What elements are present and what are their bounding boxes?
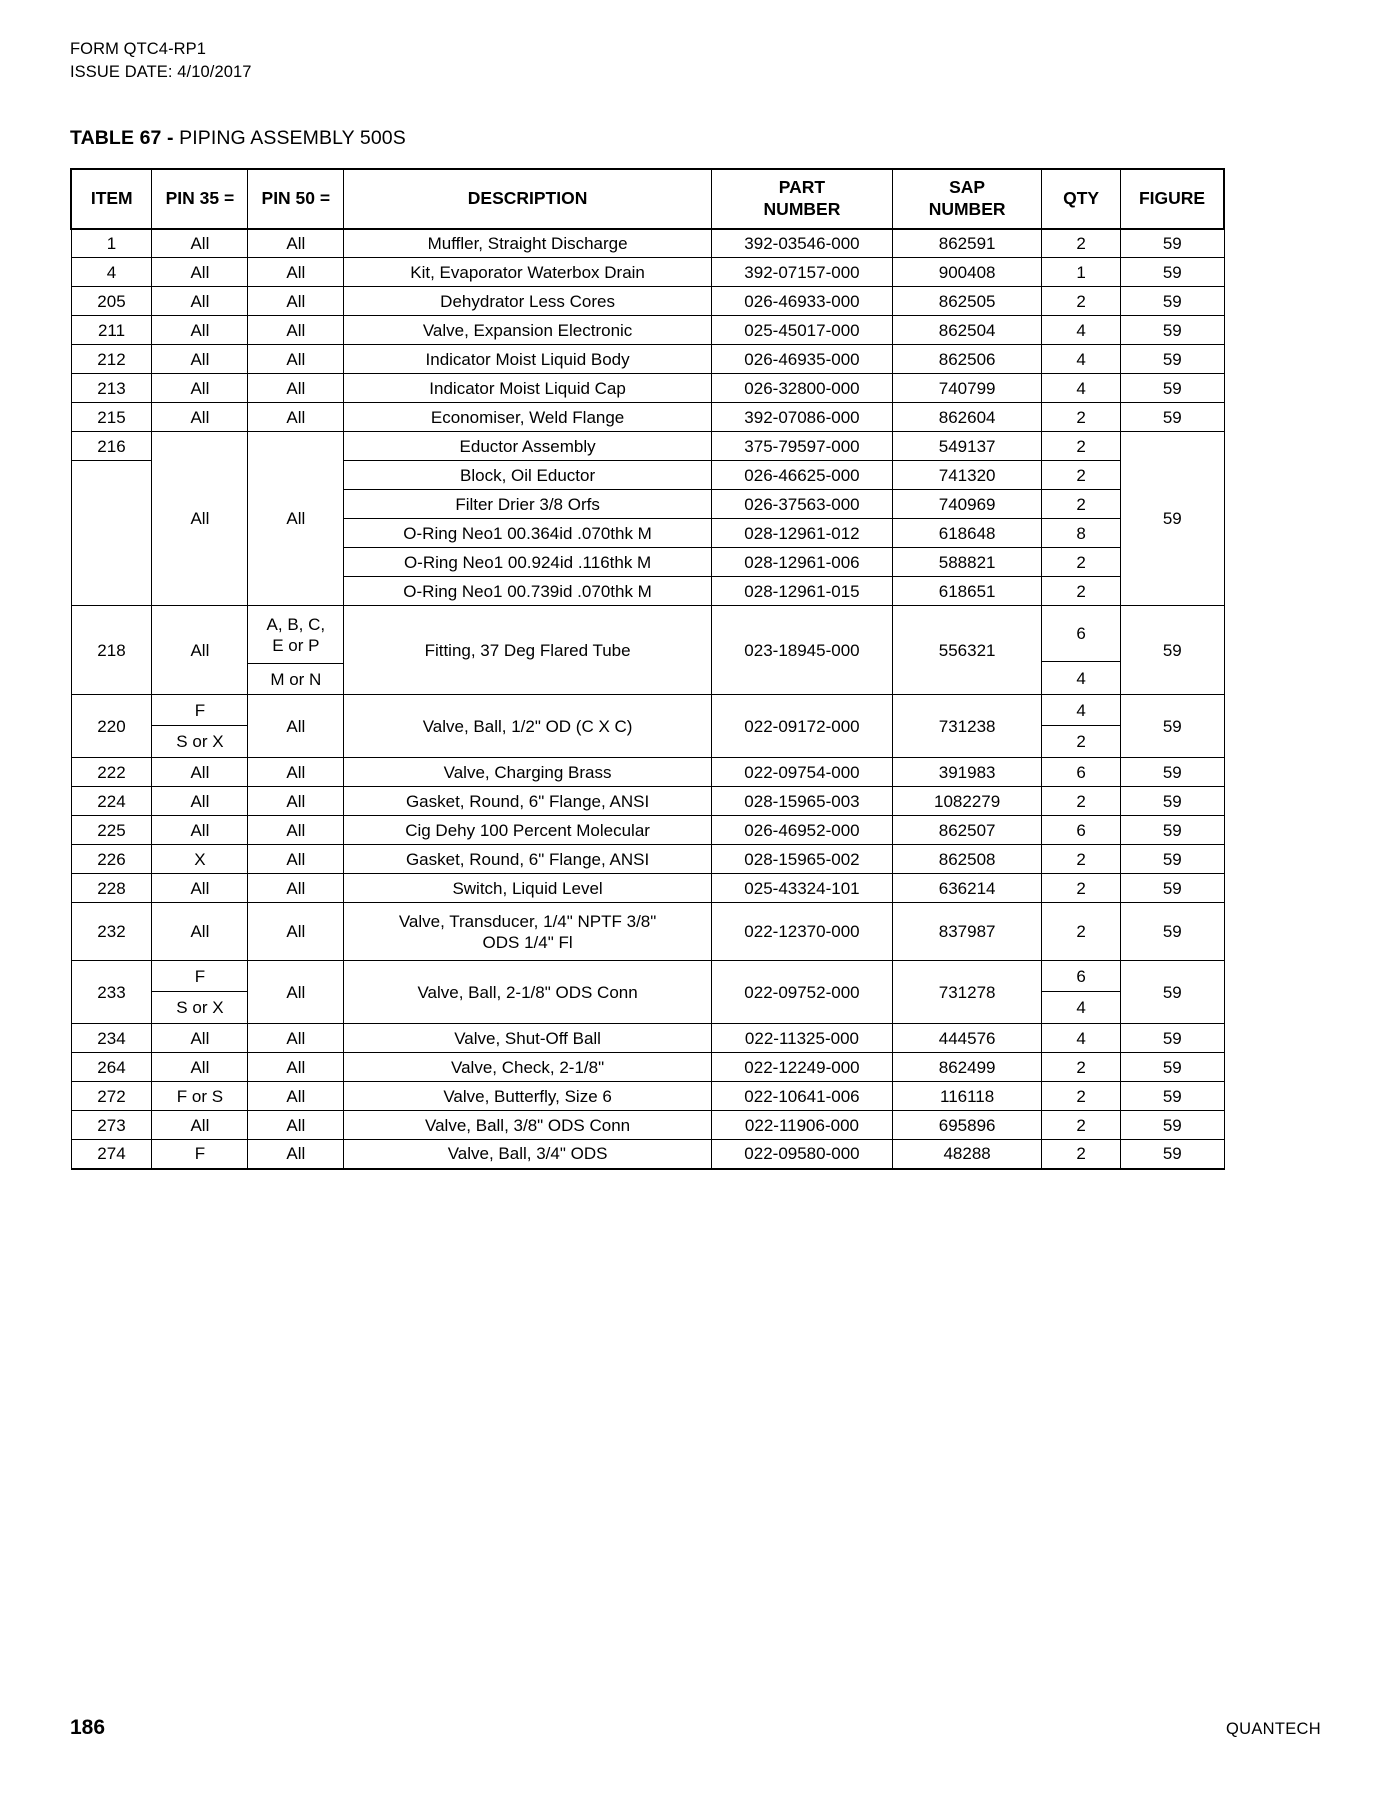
table-row [71, 1111, 1224, 1140]
cell-sap-number: 48288 [893, 1140, 1042, 1169]
cell-description: Fitting, 37 Deg Flared Tube [344, 606, 712, 695]
cell-description: Eductor Assembly [344, 432, 712, 461]
cell-qty: 2 [1042, 787, 1121, 816]
cell-figure: 59 [1121, 1111, 1224, 1140]
column-header-part-number-line1: PART [778, 176, 826, 197]
cell-description: Valve, Ball, 2-1/8" ODS Conn [344, 961, 712, 1024]
table-row [71, 1140, 1224, 1169]
cell-item: 213 [71, 374, 152, 403]
column-header-pin50: PIN 50 = [248, 169, 344, 229]
cell-pin50: All [248, 1053, 344, 1082]
cell-sap-number: 741320 [893, 461, 1042, 490]
cell-part-number: 025-43324-101 [711, 874, 892, 903]
cell-qty: 4 [1042, 316, 1121, 345]
cell-figure: 59 [1121, 258, 1224, 287]
cell-sap-number: 740799 [893, 374, 1042, 403]
cell-pin35: All [152, 816, 248, 845]
cell-item: 222 [71, 758, 152, 787]
cell-qty-option-a: 6 [1042, 961, 1120, 992]
cell-description: O-Ring Neo1 00.924id .116thk M [344, 548, 712, 577]
cell-pin35: All [152, 374, 248, 403]
cell-figure: 59 [1121, 845, 1224, 874]
cell-item: 272 [71, 1082, 152, 1111]
cell-qty: 2 [1042, 903, 1121, 961]
table-row [71, 961, 1224, 1024]
cell-figure: 59 [1121, 287, 1224, 316]
cell-item: 216 [71, 432, 152, 461]
cell-description: Valve, Check, 2-1/8" [344, 1053, 712, 1082]
cell-qty: 2 [1042, 577, 1121, 606]
cell-part-number: 023-18945-000 [711, 606, 892, 695]
form-number: FORM QTC4-RP1 [70, 40, 207, 58]
cell-sap-number: 862591 [893, 229, 1042, 258]
table-row [71, 316, 1224, 345]
cell-item: 220 [71, 695, 152, 758]
table-row [71, 787, 1224, 816]
cell-description: O-Ring Neo1 00.364id .070thk M [344, 519, 712, 548]
cell-qty: 4 [1042, 374, 1121, 403]
table-row [71, 432, 1224, 461]
cell-item: 232 [71, 903, 152, 961]
cell-qty-option-b: 4 [1076, 998, 1086, 1018]
cell-pin35-option-a: F [152, 695, 247, 726]
cell-sap-number: 731238 [893, 695, 1042, 758]
cell-description: Valve, Ball, 3/4" ODS [344, 1140, 712, 1169]
cell-pin35-split [152, 961, 248, 1024]
cell-pin50: All [248, 787, 344, 816]
cell-pin50: All [248, 287, 344, 316]
table-row [71, 258, 1224, 287]
cell-part-number: 026-32800-000 [711, 374, 892, 403]
cell-pin35: F [152, 1140, 248, 1169]
cell-pin50: All [248, 432, 344, 606]
column-header-sap-number [893, 169, 1042, 229]
issue-date: ISSUE DATE: 4/10/2017 [70, 63, 252, 82]
cell-description: Cig Dehy 100 Percent Molecular [344, 816, 712, 845]
cell-pin50: All [248, 961, 344, 1024]
cell-pin35: X [152, 845, 248, 874]
cell-pin50: All [248, 1111, 344, 1140]
cell-pin35-option-a: F [152, 961, 247, 992]
table-header-row [71, 169, 1224, 229]
cell-item: 4 [71, 258, 152, 287]
cell-figure: 59 [1121, 345, 1224, 374]
cell-qty: 2 [1042, 1053, 1121, 1082]
cell-description: Valve, Charging Brass [344, 758, 712, 787]
cell-part-number: 392-07157-000 [711, 258, 892, 287]
cell-figure: 59 [1121, 961, 1224, 1024]
cell-sap-number: 862507 [893, 816, 1042, 845]
cell-pin35: All [152, 1111, 248, 1140]
cell-figure: 59 [1121, 316, 1224, 345]
table-row [71, 287, 1224, 316]
cell-item: 215 [71, 403, 152, 432]
cell-description: Valve, Butterfly, Size 6 [344, 1082, 712, 1111]
cell-figure: 59 [1121, 695, 1224, 758]
cell-figure: 59 [1121, 403, 1224, 432]
cell-pin50: All [248, 258, 344, 287]
cell-sap-number: 636214 [893, 874, 1042, 903]
cell-description: Indicator Moist Liquid Cap [344, 374, 712, 403]
cell-sap-number: 444576 [893, 1024, 1042, 1053]
cell-item: 218 [71, 606, 152, 695]
cell-qty-split [1042, 961, 1121, 1024]
cell-part-number: 392-03546-000 [711, 229, 892, 258]
cell-part-number: 026-46952-000 [711, 816, 892, 845]
cell-part-number: 392-07086-000 [711, 403, 892, 432]
cell-qty-option-b: 4 [1076, 668, 1086, 688]
cell-figure: 59 [1121, 874, 1224, 903]
cell-figure: 59 [1121, 816, 1224, 845]
cell-description: Switch, Liquid Level [344, 874, 712, 903]
cell-part-number: 375-79597-000 [711, 432, 892, 461]
table-row [71, 606, 1224, 695]
cell-pin50: All [248, 316, 344, 345]
cell-pin35: All [152, 903, 248, 961]
cell-part-number: 022-10641-006 [711, 1082, 892, 1111]
table-row [71, 1082, 1224, 1111]
cell-part-number: 022-09752-000 [711, 961, 892, 1024]
cell-item: 212 [71, 345, 152, 374]
cell-pin50: All [248, 1140, 344, 1169]
cell-figure: 59 [1121, 1082, 1224, 1111]
column-header-figure: FIGURE [1121, 169, 1224, 229]
cell-pin50: All [248, 374, 344, 403]
table-row [71, 345, 1224, 374]
cell-pin50-option-a [248, 606, 343, 664]
table-row [71, 374, 1224, 403]
cell-part-number: 026-46625-000 [711, 461, 892, 490]
table-title [70, 127, 1321, 150]
cell-description: Economiser, Weld Flange [344, 403, 712, 432]
cell-sap-number: 391983 [893, 758, 1042, 787]
cell-pin50: All [248, 403, 344, 432]
cell-qty: 2 [1042, 874, 1121, 903]
cell-qty: 2 [1042, 1111, 1121, 1140]
cell-description: Gasket, Round, 6" Flange, ANSI [344, 787, 712, 816]
cell-item: 224 [71, 787, 152, 816]
cell-description: Indicator Moist Liquid Body [344, 345, 712, 374]
table-row [71, 758, 1224, 787]
cell-qty-split [1042, 695, 1121, 758]
cell-qty: 2 [1042, 287, 1121, 316]
cell-sap-number: 862499 [893, 1053, 1042, 1082]
cell-description: Muffler, Straight Discharge [344, 229, 712, 258]
cell-pin50-option-b: M or N [270, 669, 322, 689]
cell-figure: 59 [1121, 903, 1224, 961]
cell-sap-number: 618651 [893, 577, 1042, 606]
cell-pin50: All [248, 1082, 344, 1111]
cell-qty: 2 [1042, 229, 1121, 258]
cell-item: 233 [71, 961, 152, 1024]
cell-item: 226 [71, 845, 152, 874]
cell-pin50: All [248, 874, 344, 903]
cell-part-number: 026-46933-000 [711, 287, 892, 316]
column-header-part-number [711, 169, 892, 229]
table-title-name: PIPING ASSEMBLY 500S [179, 126, 406, 149]
cell-item: 205 [71, 287, 152, 316]
cell-part-number: 022-09580-000 [711, 1140, 892, 1169]
cell-sap-number: 862506 [893, 345, 1042, 374]
cell-qty: 2 [1042, 548, 1121, 577]
cell-pin35: All [152, 606, 248, 695]
cell-item: 234 [71, 1024, 152, 1053]
cell-pin35: All [152, 874, 248, 903]
cell-pin35: All [152, 432, 248, 606]
cell-sap-number: 862505 [893, 287, 1042, 316]
cell-pin35-option-b: S or X [176, 732, 224, 752]
cell-qty: 2 [1042, 461, 1121, 490]
table-row [71, 403, 1224, 432]
cell-description: Gasket, Round, 6" Flange, ANSI [344, 845, 712, 874]
cell-item: 1 [71, 229, 152, 258]
cell-description-line1: Valve, Transducer, 1/4" NPTF 3/8" [398, 911, 657, 931]
cell-qty-split [1042, 606, 1121, 695]
column-header-part-number-line2: NUMBER [763, 198, 841, 219]
cell-qty: 4 [1042, 1024, 1121, 1053]
cell-pin50: All [248, 695, 344, 758]
brand-name: QUANTECH [1226, 1720, 1321, 1738]
cell-figure: 59 [1121, 758, 1224, 787]
table-title-label: TABLE 67 - [70, 126, 180, 149]
cell-pin50: All [248, 758, 344, 787]
cell-sap-number: 695896 [893, 1111, 1042, 1140]
cell-sap-number: 618648 [893, 519, 1042, 548]
cell-description-line2: ODS 1/4" Fl [482, 932, 573, 952]
cell-pin35: All [152, 1024, 248, 1053]
cell-part-number: 022-11906-000 [711, 1111, 892, 1140]
cell-figure: 59 [1121, 606, 1224, 695]
cell-qty: 2 [1042, 845, 1121, 874]
cell-pin50: All [248, 345, 344, 374]
cell-part-number: 028-12961-006 [711, 548, 892, 577]
cell-part-number: 022-09172-000 [711, 695, 892, 758]
cell-description: Valve, Shut-Off Ball [344, 1024, 712, 1053]
cell-pin35: All [152, 758, 248, 787]
cell-description [344, 903, 712, 961]
cell-description: Valve, Ball, 3/8" ODS Conn [344, 1111, 712, 1140]
cell-pin35: All [152, 287, 248, 316]
table-row [71, 1053, 1224, 1082]
cell-pin35-option-b: S or X [176, 998, 224, 1018]
cell-sap-number: 731278 [893, 961, 1042, 1024]
column-header-pin35: PIN 35 = [152, 169, 248, 229]
cell-figure: 59 [1121, 1024, 1224, 1053]
cell-item: 264 [71, 1053, 152, 1082]
cell-pin35: All [152, 787, 248, 816]
cell-pin50: All [248, 816, 344, 845]
cell-qty: 2 [1042, 432, 1121, 461]
cell-pin35: All [152, 1053, 248, 1082]
cell-part-number: 026-46935-000 [711, 345, 892, 374]
page-footer [70, 1716, 1321, 1740]
cell-sap-number: 862604 [893, 403, 1042, 432]
cell-part-number: 028-12961-012 [711, 519, 892, 548]
cell-part-number: 022-11325-000 [711, 1024, 892, 1053]
parts-table [70, 168, 1225, 1170]
cell-pin50-split [248, 606, 344, 695]
cell-qty: 2 [1042, 490, 1121, 519]
cell-pin50: All [248, 1024, 344, 1053]
cell-qty: 6 [1042, 758, 1121, 787]
table-row [71, 1024, 1224, 1053]
cell-part-number: 025-45017-000 [711, 316, 892, 345]
cell-pin35: All [152, 403, 248, 432]
cell-pin50: All [248, 903, 344, 961]
cell-qty: 8 [1042, 519, 1121, 548]
cell-figure: 59 [1121, 374, 1224, 403]
cell-item-continuation [71, 461, 152, 606]
cell-qty-option-a: 6 [1042, 606, 1120, 662]
document-header [70, 38, 1321, 85]
cell-sap-number: 1082279 [893, 787, 1042, 816]
cell-sap-number: 549137 [893, 432, 1042, 461]
cell-sap-number: 862504 [893, 316, 1042, 345]
cell-pin35: All [152, 258, 248, 287]
cell-qty: 6 [1042, 816, 1121, 845]
page-number: 186 [70, 1716, 106, 1739]
cell-pin35: All [152, 316, 248, 345]
table-row [71, 874, 1224, 903]
cell-description: Valve, Ball, 1/2" OD (C X C) [344, 695, 712, 758]
cell-qty: 1 [1042, 258, 1121, 287]
cell-description: Valve, Expansion Electronic [344, 316, 712, 345]
cell-pin50: All [248, 845, 344, 874]
cell-qty-option-a: 4 [1042, 695, 1120, 726]
column-header-sap-number-line2: NUMBER [928, 198, 1006, 219]
cell-qty: 2 [1042, 403, 1121, 432]
column-header-sap-number-line1: SAP [949, 176, 986, 197]
cell-qty: 4 [1042, 345, 1121, 374]
cell-description: O-Ring Neo1 00.739id .070thk M [344, 577, 712, 606]
cell-sap-number: 556321 [893, 606, 1042, 695]
cell-pin35-split [152, 695, 248, 758]
cell-figure: 59 [1121, 787, 1224, 816]
cell-part-number: 022-09754-000 [711, 758, 892, 787]
cell-sap-number: 900408 [893, 258, 1042, 287]
cell-description: Kit, Evaporator Waterbox Drain [344, 258, 712, 287]
cell-item: 211 [71, 316, 152, 345]
cell-sap-number: 116118 [893, 1082, 1042, 1111]
table-row [71, 816, 1224, 845]
cell-pin35: F or S [152, 1082, 248, 1111]
cell-item: 225 [71, 816, 152, 845]
table-row [71, 695, 1224, 758]
column-header-item: ITEM [71, 169, 152, 229]
cell-pin50: All [248, 229, 344, 258]
cell-part-number: 022-12249-000 [711, 1053, 892, 1082]
cell-qty: 2 [1042, 1082, 1121, 1111]
cell-pin50-option-a-line1: A, B, C, [266, 614, 326, 634]
cell-pin35: All [152, 345, 248, 374]
cell-description: Block, Oil Eductor [344, 461, 712, 490]
cell-sap-number: 740969 [893, 490, 1042, 519]
cell-qty: 2 [1042, 1140, 1121, 1169]
cell-sap-number: 862508 [893, 845, 1042, 874]
column-header-description: DESCRIPTION [344, 169, 712, 229]
cell-part-number: 028-15965-002 [711, 845, 892, 874]
table-row [71, 903, 1224, 961]
cell-qty-option-b: 2 [1076, 732, 1086, 752]
cell-figure: 59 [1121, 432, 1224, 606]
cell-figure: 59 [1121, 1140, 1224, 1169]
cell-description: Dehydrator Less Cores [344, 287, 712, 316]
table-row [71, 845, 1224, 874]
cell-pin35: All [152, 229, 248, 258]
cell-sap-number: 588821 [893, 548, 1042, 577]
cell-part-number: 028-15965-003 [711, 787, 892, 816]
cell-part-number: 022-12370-000 [711, 903, 892, 961]
column-header-qty: QTY [1042, 169, 1121, 229]
cell-item: 273 [71, 1111, 152, 1140]
cell-sap-number: 837987 [893, 903, 1042, 961]
cell-part-number: 028-12961-015 [711, 577, 892, 606]
cell-item: 274 [71, 1140, 152, 1169]
table-row [71, 229, 1224, 258]
cell-description: Filter Drier 3/8 Orfs [344, 490, 712, 519]
cell-pin50-option-a-line2: E or P [272, 635, 320, 655]
cell-part-number: 026-37563-000 [711, 490, 892, 519]
cell-figure: 59 [1121, 1053, 1224, 1082]
cell-figure: 59 [1121, 229, 1224, 258]
cell-item: 228 [71, 874, 152, 903]
